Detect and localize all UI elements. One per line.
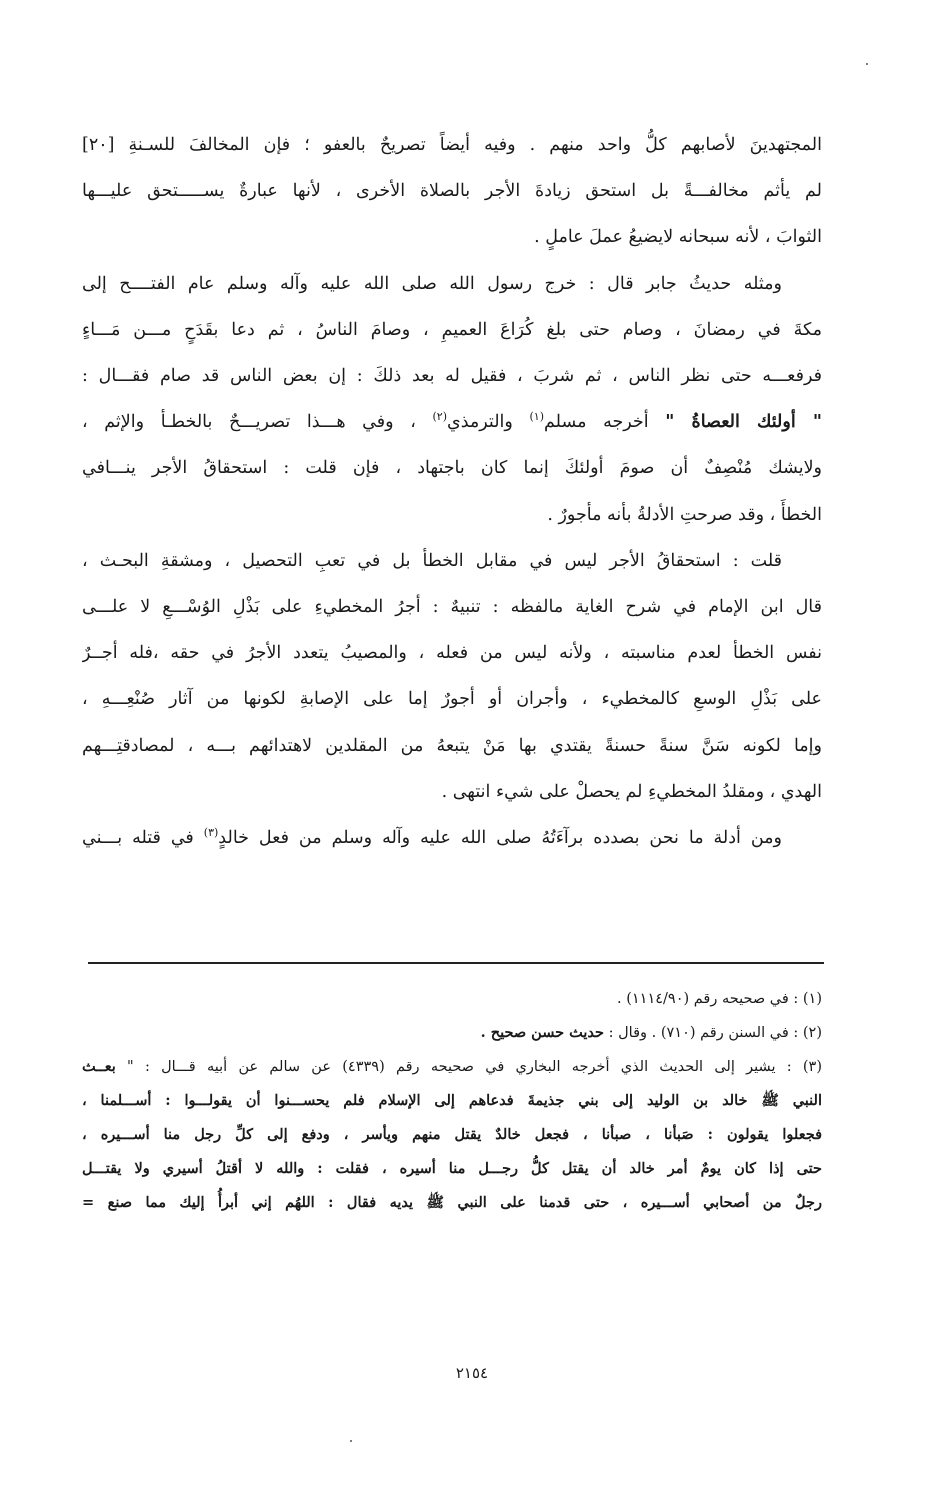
- main-text: [82, 122, 822, 861]
- footnote-3-line: النبي ﷺ خالد بن الوليد إلى بني جذيمةَ فدعاهم إلى الإسلام فلم يحســـنوا أن يقولـــوا : أســـلمنا ،: [82, 1092, 822, 1109]
- text-line: الهدي ، ومقلدُ المخطيءِ لم يحصلْ على شيء انتهى .: [441, 781, 822, 802]
- footnote-ref: (٢): [432, 410, 448, 424]
- paragraph-3: [82, 538, 822, 815]
- quoted-phrase: " أولئك العصاةُ ": [665, 412, 822, 433]
- footnote-1: (١) : في صحيحه رقم (١١١٤/٩٠) .: [616, 991, 822, 1007]
- text-line: [82, 399, 822, 445]
- footnote-ref: (٣): [203, 826, 219, 840]
- text-line: وإما لكونه سَنَّ سنةً حسنةً يقتدي بها مَنْ يتبعهُ من المقلدين لاهتدائهم بـــه ، لمصادقتِـــهم: [82, 735, 822, 756]
- footnote-3-line: فجعلوا يقولون : صَبأنا ، صبأنا ، فجعل خالدٌ يقتل منهم ويأسر ، ودفع إلى كلِّ رجل منا أســـيره ،: [82, 1126, 822, 1143]
- footnotes: [82, 982, 822, 1220]
- page-number: ٢١٥٤: [455, 1364, 489, 1382]
- paragraph-1: [82, 122, 822, 261]
- text-run: (٢) : في السنن رقم (٧١٠) . وقال :: [608, 1025, 822, 1041]
- footnote-3-line: حتى إذا كان يومٌ أمر خالد أن يقتل كلُّ رجـــل منا أسيره ، فقلت : والله لا أقتلُ أسيري ولا يقتـــل: [82, 1160, 822, 1177]
- text-line: قال ابن الإمام في شرح الغاية مالفظه : تنبيهٌ : أجرُ المخطيءِ على بَذْلِ الوُسْـــعِ لا علـــى: [82, 597, 822, 618]
- text-line: مكةَ في رمضانَ ، وصام حتى بلغ كُرَاعَ العميمِ ، وصامَ الناسُ ، ثم دعا بقَدَحٍ مـــن مَـــاءٍ: [82, 319, 822, 340]
- text-line: المجتهدينَ لأصابهم كلُّ واحد منهم . وفيه أيضاً تصريحٌ بالعفو ؛ فإن المخالفَ للسـنةِ [٢٠]: [82, 135, 822, 155]
- hadith-grade: حديث حسن صحيح .: [480, 1024, 605, 1041]
- text-run: ، وفي هـــذا تصريـــحٌ بالخطـأ والإثم ،: [82, 412, 416, 433]
- text-line: الثوابَ ، لأنه سبحانه لايضيعُ عملَ عاملٍ .: [534, 227, 822, 248]
- text-line: فرفعـــه حتى نظر الناس ، ثم شربَ ، فقيل له بعد ذلكَ : إن بعض الناس قد صام فقـــال :: [82, 366, 822, 387]
- paragraph-2: [82, 261, 822, 538]
- paragraph-4: [82, 815, 822, 861]
- text-run: بعــث: [82, 1058, 116, 1075]
- footnote-separator: [88, 962, 824, 964]
- text-run: والترمذي: [447, 412, 513, 433]
- text-run: ومن أدلة ما نحن بصدده برآءَتُهُ صلى الله عليه وآله وسلم من فعل خالدٍ: [218, 828, 782, 849]
- text-line: لم يأثم مخالفـــةً بل استحق زيادةَ الأجر بالصلاة الأخرى ، لأنها عبارةٌ يســـــتحق عليـــها: [82, 181, 822, 202]
- footnote-2: [82, 1016, 822, 1050]
- scan-speck: [350, 1440, 352, 1442]
- scan-speck: [866, 63, 868, 65]
- text-line: ومثله حديثُ جابر قال : خرج رسول الله صلى الله عليه وآله وسلم عام الفتــــح إلى: [82, 273, 782, 294]
- footnote-3-line: رجلٌ من أصحابي أســـيره ، حتى قدمنا على النبي ﷺ يديه فقال : اللهُم إني أبرأُ إليك مما صنع =: [82, 1194, 822, 1211]
- text-run: في قتله بـــني: [82, 828, 194, 849]
- text-line: على بَذْلِ الوسعِ كالمخطيء ، وأجران أو أجورٌ إما على الإصابةِ لكونها من آثار صُنْعِـــهِ ،: [82, 689, 822, 710]
- text-run: أخرجه مسلم: [544, 412, 649, 433]
- text-run: (٣) : يشير إلى الحديث الذي أخرجه البخاري في صحيحه رقم (٤٣٣٩) عن سالم عن أبيه قـــال : ": [127, 1059, 822, 1075]
- text-line: ولايشك مُنْصِفٌ أن صومَ أولئكَ إنما كان باجتهاد ، فإن قلت : استحقاقُ الأجر ينـــافي: [82, 458, 822, 479]
- footnote-3-line: [82, 1050, 822, 1084]
- text-line: نفس الخطأ لعدم مناسبته ، ولأنه ليس من فعله ، والمصيبُ يتعدد الأجرُ في حقه ،فله أجــرٌ: [82, 643, 822, 664]
- text-line: قلت : استحقاقُ الأجر ليس في مقابل الخطأ بل في تعبِ التحصيل ، ومشقةِ البحـث ،: [82, 550, 782, 571]
- text-line: [82, 815, 822, 861]
- footnote-ref: (١): [529, 410, 545, 424]
- text-line: الخطأَ ، وقد صرحتِ الأدلةُ بأنه مأجورٌ .: [547, 504, 822, 525]
